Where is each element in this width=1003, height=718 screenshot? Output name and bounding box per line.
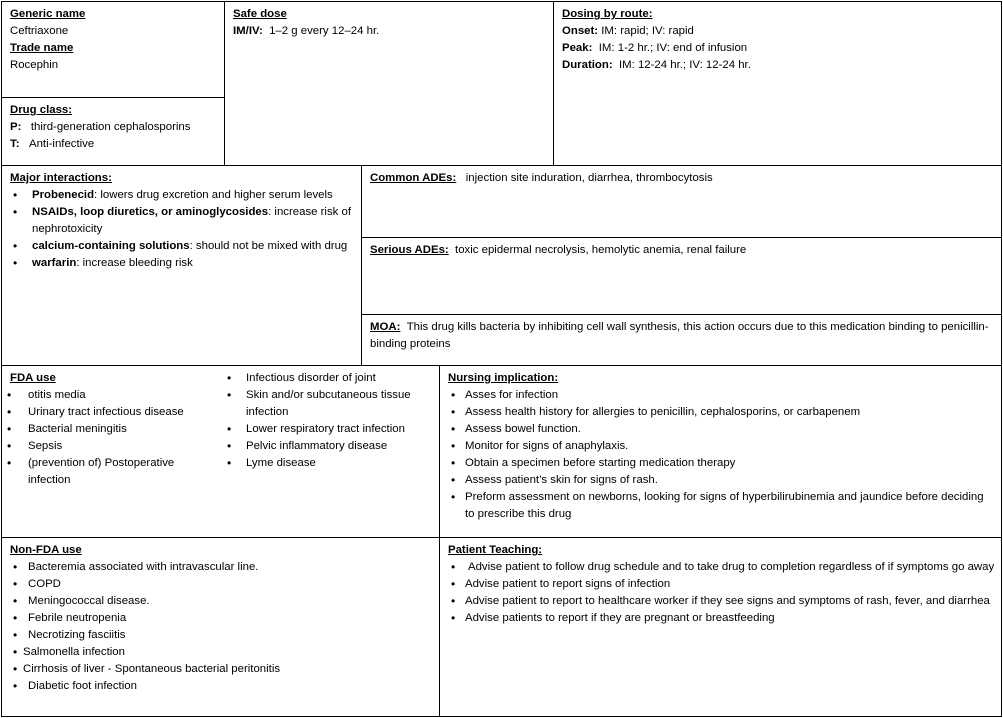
peak-value: IM: 1-2 hr.; IV: end of infusion xyxy=(598,42,748,54)
interaction-item: • Probenecid: lowers drug excretion and higher serum levels xyxy=(10,187,355,204)
nursing-item: • Monitor for signs of anaphylaxis. xyxy=(448,438,995,455)
nursing-heading: Nursing implication: xyxy=(448,372,559,384)
safe-dose-value: 1–2 g every 12–24 hr. xyxy=(269,25,380,37)
interaction-item: • NSAIDs, loop diuretics, or aminoglycosides: increase risk of nephrotoxicity xyxy=(10,204,355,238)
generic-name-value: Ceftriaxone xyxy=(10,25,69,37)
fda-use-cell xyxy=(1,365,440,538)
serious-ades-cell xyxy=(361,237,1002,315)
onset-value: IM: rapid; IV: rapid xyxy=(601,25,694,37)
non-fda-list xyxy=(10,559,433,695)
teaching-item: • Advise patient to report signs of infection xyxy=(448,576,995,593)
non-fda-heading: Non-FDA use xyxy=(10,544,82,556)
non-fda-item: • Necrotizing fasciitis xyxy=(10,627,433,644)
non-fda-item: • Bacteremia associated with intravascular line. xyxy=(10,559,433,576)
nursing-item: • Assess bowel function. xyxy=(448,421,995,438)
non-fda-item: • Cirrhosis of liver - Spontaneous bacterial peritonitis xyxy=(10,661,433,678)
fda-use-list-col1 xyxy=(2,387,218,489)
teaching-cell xyxy=(439,537,1002,717)
trade-name-value: Rocephin xyxy=(10,59,59,71)
generic-name-heading: Generic name xyxy=(10,8,86,20)
dosing-heading: Dosing by route: xyxy=(562,8,653,20)
safe-dose-label: IM/IV: xyxy=(233,25,263,37)
interaction-item: • calcium-containing solutions: should not be mixed with drug xyxy=(10,238,355,255)
interactions-cell xyxy=(1,165,362,366)
teaching-heading: Patient Teaching: xyxy=(448,544,543,556)
safe-dose-heading: Safe dose xyxy=(233,8,287,20)
nursing-item: • Obtain a specimen before starting medication therapy xyxy=(448,455,995,472)
common-ades-value: injection site induration, diarrhea, thrombocytosis xyxy=(465,172,713,184)
names-cell xyxy=(1,1,225,98)
serious-ades-value: toxic epidermal necrolysis, hemolytic anemia, renal failure xyxy=(455,244,747,256)
moa-cell xyxy=(361,314,1002,366)
fda-use-item: • (prevention of) Postoperative infection xyxy=(4,455,218,489)
non-fda-item: • COPD xyxy=(10,576,433,593)
serious-ades-heading: Serious ADEs: xyxy=(370,244,449,256)
interactions-list xyxy=(10,187,355,272)
pharmacologic-class-label: P: xyxy=(10,121,22,133)
non-fda-item: • Diabetic foot infection xyxy=(10,678,433,695)
fda-use-list-col2 xyxy=(224,370,436,472)
teaching-item: • Advise patient to follow drug schedule and to take drug to completion regardless of if symptoms go away xyxy=(448,559,995,576)
fda-use-item: • Pelvic inflammatory disease xyxy=(224,438,436,455)
common-ades-cell xyxy=(361,165,1002,238)
duration-label: Duration: xyxy=(562,59,613,71)
trade-name-heading: Trade name xyxy=(10,42,74,54)
dosing-cell xyxy=(553,1,1002,166)
moa-value: This drug kills bacteria by inhibiting cell wall synthesis, this action occurs due to this medication binding to penicillin-binding proteins xyxy=(370,321,989,350)
interactions-heading: Major interactions: xyxy=(10,172,112,184)
fda-use-item: • Lower respiratory tract infection xyxy=(224,421,436,438)
nursing-item: • Assess health history for allergies to penicillin, cephalosporins, or carbapenem xyxy=(448,404,995,421)
fda-use-item: • Sepsis xyxy=(4,438,218,455)
nursing-item: • Preform assessment on newborns, looking for signs of hyperbilirubinemia and jaundice before deciding to prescribe this drug xyxy=(448,489,995,523)
nursing-list xyxy=(448,387,995,523)
fda-use-item: • Skin and/or subcutaneous tissue infection xyxy=(224,387,436,421)
non-fda-item: • Febrile neutropenia xyxy=(10,610,433,627)
fda-use-item: • Urinary tract infectious disease xyxy=(4,404,218,421)
nursing-item: • Asses for infection xyxy=(448,387,995,404)
non-fda-item: • Salmonella infection xyxy=(10,644,433,661)
pharmacologic-class-value: third-generation cephalosporins xyxy=(30,121,191,133)
non-fda-cell xyxy=(1,537,440,717)
nursing-cell xyxy=(439,365,1002,538)
fda-use-heading: FDA use xyxy=(10,372,56,384)
onset-label: Onset: xyxy=(562,25,599,37)
moa-heading: MOA: xyxy=(370,321,401,333)
peak-label: Peak: xyxy=(562,42,593,54)
duration-value: IM: 12-24 hr.; IV: 12-24 hr. xyxy=(618,59,751,71)
common-ades-heading: Common ADEs: xyxy=(370,172,457,184)
drug-class-cell xyxy=(1,97,225,166)
interaction-item: • warfarin: increase bleeding risk xyxy=(10,255,355,272)
therapeutic-class-value: Anti-infective xyxy=(29,138,95,150)
safe-dose-cell xyxy=(224,1,554,166)
drug-class-heading: Drug class: xyxy=(10,104,73,116)
fda-use-item: • otitis media xyxy=(4,387,218,404)
fda-use-item: • Infectious disorder of joint xyxy=(224,370,436,387)
nursing-item: • Assess patient’s skin for signs of rash. xyxy=(448,472,995,489)
teaching-item: • Advise patient to report to healthcare worker if they see signs and symptoms of rash, fever, and diarrhea xyxy=(448,593,995,610)
teaching-list xyxy=(448,559,995,627)
fda-use-item: • Lyme disease xyxy=(224,455,436,472)
fda-use-item: • Bacterial meningitis xyxy=(4,421,218,438)
therapeutic-class-label: T: xyxy=(10,138,20,150)
teaching-item: • Advise patients to report if they are pregnant or breastfeeding xyxy=(448,610,995,627)
non-fda-item: • Meningococcal disease. xyxy=(10,593,433,610)
